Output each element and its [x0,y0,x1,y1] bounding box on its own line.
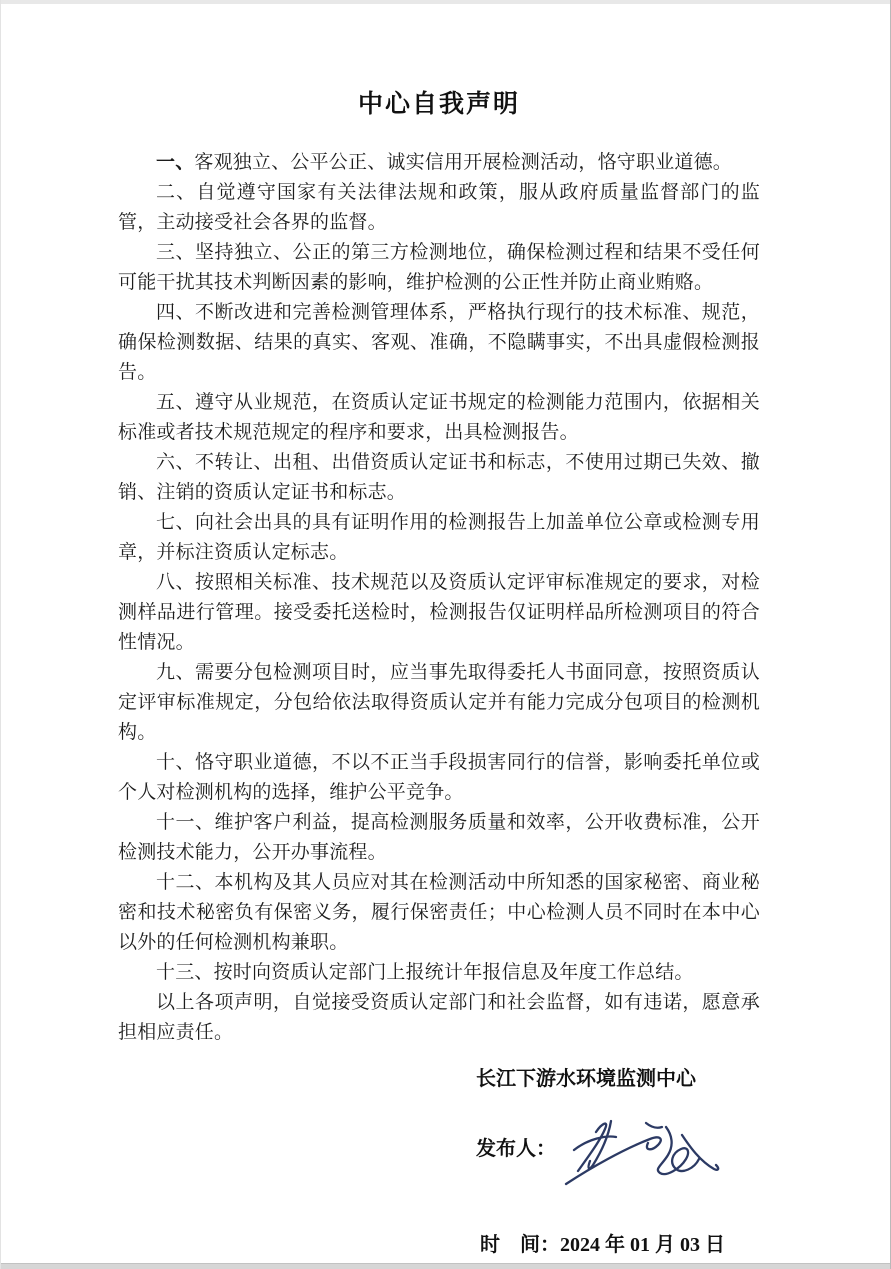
item-text: 需要分包检测项目时，应当事先取得委托人书面同意，按照资质认定评审标准规定，分包给依法取得资质认定并有能力完成分包项目的检测机构。 [118,662,760,743]
item-number: 十三、 [156,962,214,983]
item-number: 十二、 [156,872,215,893]
item-number: 六、 [156,452,195,473]
item-number: 七、 [156,512,195,533]
document-content [1,0,891,1260]
declaration-item-4 [118,298,760,388]
date-value: 2024 年 01 月 03 日 [560,1234,725,1256]
item-text: 按照相关标准、技术规范以及资质认定评审标准规定的要求，对检测样品进行管理。接受委托送检时，检测报告仅证明样品所检测项目的符合性情况。 [118,572,760,653]
declaration-item-10 [118,748,760,808]
item-number: 三、 [156,242,195,263]
declaration-item-6 [118,448,760,508]
publisher-label: 发布人： [476,1138,556,1160]
item-number: 一、 [156,152,195,173]
publisher-row [118,1134,760,1164]
declaration-item-12 [118,868,760,958]
item-number: 十一、 [156,812,215,833]
item-number: 十、 [156,752,195,773]
declaration-item-5 [118,388,760,448]
item-text: 本机构及其人员应对其在检测活动中所知悉的国家秘密、商业秘密和技术秘密负有保密义务，履行保密责任；中心检测人员不同时在本中心以外的任何检测机构兼职。 [118,872,760,953]
declaration-item-11 [118,808,760,868]
declaration-item-13 [118,958,760,988]
page-bottom-edge [1,1263,890,1269]
item-text: 维护客户利益，提高检测服务质量和效率，公开收费标准，公开检测技术能力，公开办事流程。 [118,812,760,863]
item-number: 八、 [156,572,195,593]
item-text: 不转让、出租、出借资质认定证书和标志，不使用过期已失效、撤销、注销的资质认定证书和标志。 [118,452,760,503]
item-text: 自觉遵守国家有关法律法规和政策，服从政府质量监督部门的监管，主动接受社会各界的监督。 [118,182,760,233]
item-text: 向社会出具的具有证明作用的检测报告上加盖单位公章或检测专用章，并标注资质认定标志。 [118,512,760,563]
date-row [118,1230,760,1260]
closing-statement: 以上各项声明，自觉接受资质认定部门和社会监督，如有违诺，愿意承担相应责任。 [118,992,760,1043]
item-text: 客观独立、公平公正、诚实信用开展检测活动，恪守职业道德。 [194,152,733,173]
date-label: 时 间： [480,1234,560,1256]
item-number: 四、 [156,302,195,323]
declaration-item-9 [118,658,760,748]
declaration-item-2 [118,178,760,238]
page-title: 中心自我声明 [357,91,520,118]
item-text: 恪守职业道德，不以不正当手段损害同行的信誉，影响委托单位或个人对检测机构的选择，维护公平竞争。 [118,752,760,803]
item-number: 九、 [156,662,195,683]
declaration-item-7 [118,508,760,568]
handwritten-signature [558,1108,728,1203]
item-number: 二、 [156,182,197,203]
signature-block [118,1066,760,1260]
item-text: 遵守从业规范，在资质认定证书规定的检测能力范围内，依据相关标准或者技术规范规定的程序和要求，出具检测报告。 [118,392,760,443]
item-number: 五、 [156,392,195,413]
organization-name: 长江下游水环境监测中心 [476,1068,696,1090]
declaration-item-8 [118,568,760,658]
declaration-item-1 [118,148,760,178]
item-text: 不断改进和完善检测管理体系，严格执行现行的技术标准、规范，确保检测数据、结果的真实、客观、准确，不隐瞒事实，不出具虚假检测报告。 [118,302,760,383]
item-text: 按时向资质认定部门上报统计年报信息及年度工作总结。 [213,962,694,983]
item-text: 坚持独立、公正的第三方检测地位，确保检测过程和结果不受任何可能干扰其技术判断因素的影响，维护检测的公正性并防止商业贿赂。 [118,242,760,293]
declaration-item-3 [118,238,760,298]
